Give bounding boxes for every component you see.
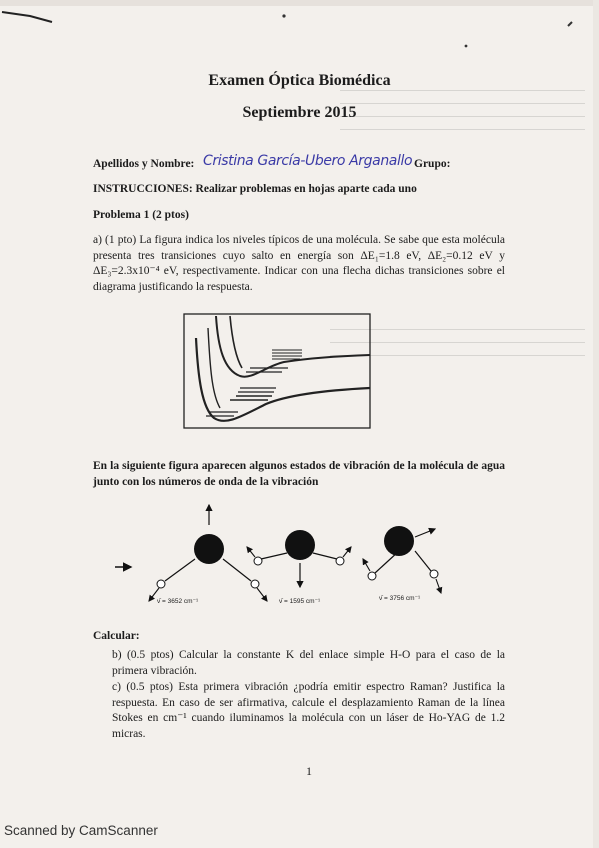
instructions: INSTRUCCIONES: Realizar problemas en hojas aparte cada uno (93, 183, 417, 195)
mode-2-label: ν̄ = 1595 cm⁻¹ (279, 598, 321, 605)
exam-date: Septiembre 2015 (242, 104, 357, 121)
name-handwritten: Cristina García-Ubero Arganallo (203, 153, 413, 169)
scanner-watermark: Scanned by CamScanner (4, 823, 158, 838)
part-b-text: b) (0.5 ptos) Calcular la constante K del enlace simple H-O para el caso de la primera vibración. (112, 649, 505, 677)
problem-heading: Problema 1 (2 ptos) (93, 209, 189, 221)
page-edge-right (593, 0, 599, 848)
vibration-intro-text: En la siguiente figura aparecen algunos estados de vibración de la molécula de agua junto con los números de onda de la vibración (93, 460, 505, 488)
scan-marks (0, 0, 599, 60)
mode-1-symmetric-stretch (149, 505, 267, 601)
part-c-text: c) (0.5 ptos) Esta primera vibración ¿podría emitir espectro Raman? Justifica la respuesta. En caso de ser afirmativa, calcule el desplazamiento Raman de la línea Stokes en cm⁻¹ cuando iluminamos la molécula con un láser de Ho-YAG de 1.2 micras. (112, 681, 505, 740)
exam-title: Examen Óptica Biomédica (208, 72, 391, 89)
page-number: 1 (306, 764, 312, 778)
mode-2-bending (247, 530, 351, 587)
part-a-text: a) (1 pto) La figura indica los niveles típicos de una molécula. Se sabe que esta molécula presenta tres transiciones cuyo salto en energía son ΔE₁=1.8 eV, ΔE₂=0.12 eV y ΔE₃=2.3x10⁻⁴ eV, respectivamente. Indicar con una flecha dichas transiciones sobre el diagrama justificando la respuesta. (93, 234, 505, 293)
name-label: Apellidos y Nombre: (93, 158, 195, 170)
mode-3-label: ν̄ = 3756 cm⁻¹ (379, 595, 421, 602)
calc-label: Calcular: (93, 630, 140, 642)
mode-3-asymmetric-stretch (363, 526, 441, 593)
mode-1-label: ν̄ = 3652 cm⁻¹ (157, 598, 199, 605)
group-label: Grupo: (414, 158, 451, 170)
energy-level-diagram (180, 308, 380, 433)
